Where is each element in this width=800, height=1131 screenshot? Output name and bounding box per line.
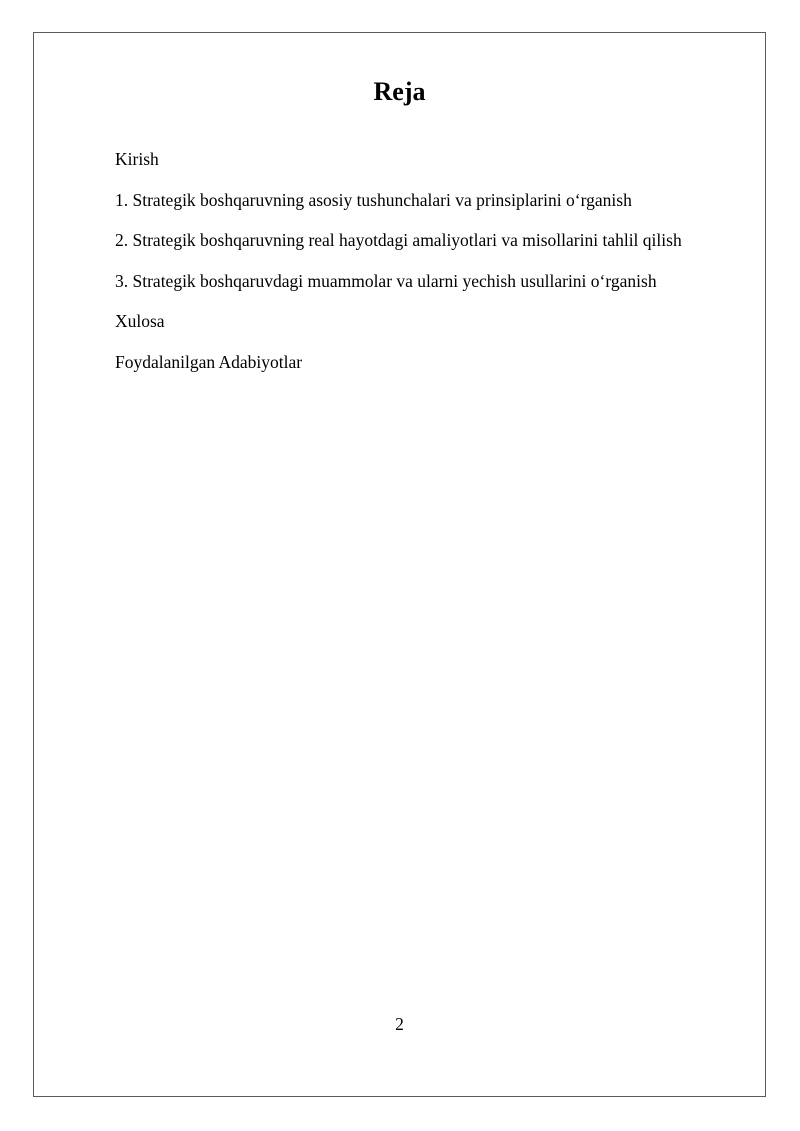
toc-item-chapter-1: 1. Strategik boshqaruvning asosiy tushunchalari va prinsiplarini o‘rganish (115, 189, 632, 210)
toc-item-chapter-2: 2. Strategik boshqaruvning real hayotdagi amaliyotlari va misollarini tahlil qilish (115, 230, 682, 251)
page-number: 2 (395, 1014, 404, 1034)
page-title: Reja (373, 77, 426, 106)
toc-item-conclusion: Xulosa (115, 311, 165, 332)
toc-item-chapter-3: 3. Strategik boshqaruvdagi muammolar va ularni yechish usullarini o‘rganish (115, 270, 657, 291)
toc-item-introduction: Kirish (115, 149, 159, 169)
table-of-contents (115, 147, 682, 391)
document-page (33, 32, 766, 1097)
toc-item-references: Foydalanilgan Adabiyotlar (115, 351, 303, 372)
